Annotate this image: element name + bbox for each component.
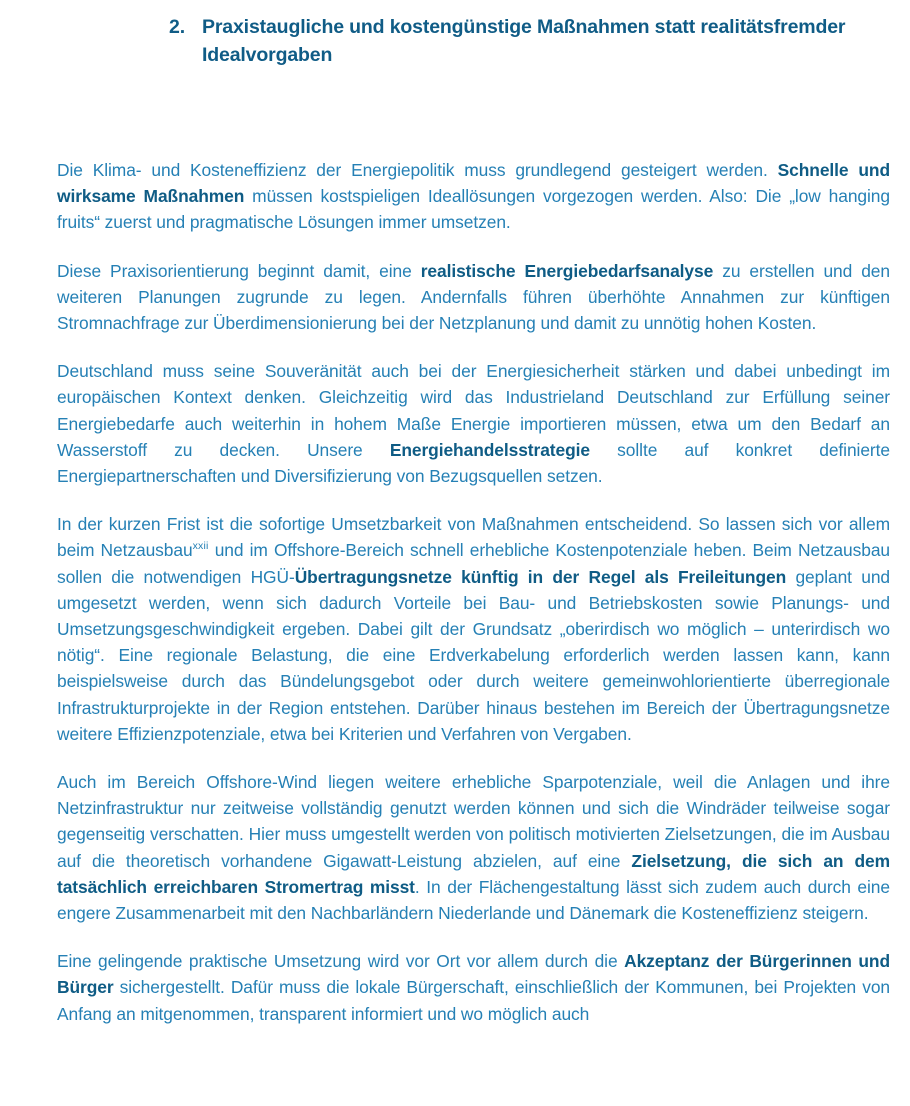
p2-bold-1: realistische Energiebedarfsanalyse xyxy=(420,260,714,281)
section-number: 2. xyxy=(169,16,186,38)
p5-text-2: . In der Flächengestaltung lässt sich zudem auch durch eine engere Zusammenarbeit mit den Nachbarländern Niederlande und Dänemark die Kosteneffizienz steigern. xyxy=(57,876,890,924)
p2-text-1: Diese Praxisorientierung beginnt damit, eine xyxy=(57,260,421,281)
paragraph-5 xyxy=(57,769,890,926)
p1-bold-1: Schnelle und wirksame Maßnahmen xyxy=(57,160,891,207)
p1-text-2: müssen kostspieligen Ideallösungen vorgezogen werden. Also: Die „low hanging fruits“ zuerst und pragmatische Lösungen immer umsetzen. xyxy=(57,186,890,233)
p1-text-1: Die Klima- und Kosteneffizienz der Energiepolitik muss grundlegend gesteigert werden. xyxy=(57,160,778,180)
p2-text-2: zu erstellen und den weiteren Planungen zugrunde zu legen. Andernfalls führen überhöhte Annahmen zur künftigen Stromnachfrage zur Überdimensionierung bei der Netzplanung und damit zu unnötig hohen Kosten. xyxy=(57,260,890,334)
p3-text-1: Deutschland muss seine Souveränität auch bei der Energiesicherheit stärken und dabei unbedingt im europäischen Kontext denken. Gleichzeitig wird das Industrieland Deutschland zur Erfüllung seiner Energiebedarfe auch weiterhin in hohem Maße Energie importieren müssen, etwa um den Bedarf an Wasserstoff zu decken. Unsere xyxy=(57,361,890,460)
p5-text-1: Auch im Bereich Offshore-Wind liegen weitere erhebliche Sparpotenziale, weil die Anlagen und ihre Netzinfrastruktur nur zeitweise vollständig genutzt werden können und sich die Windräder teilweise sogar gegenseitig verschatten. Hier muss umgestellt werden von politisch motivierten Zielsetzungen, die im Ausbau auf die theoretisch vorhandene Gigawatt-Leistung abzielen, auf eine xyxy=(57,772,890,871)
section-title: Praxistaugliche und kostengünstige Maßnahmen statt realitätsfremder Idealvorgaben xyxy=(202,16,846,66)
p3-bold-1: Energiehandelsstrategie xyxy=(389,439,590,460)
paragraph-2 xyxy=(57,258,890,337)
p4-text-2: und im Offshore-Bereich schnell erhebliche Kostenpotenziale heben. Beim Netzausbau sollen die notwendigen HGÜ- xyxy=(57,540,891,587)
heading-body-spacer xyxy=(57,69,890,157)
paragraph-4 xyxy=(57,511,890,747)
p6-text-2: sichergestellt. Dafür muss die lokale Bürgerschaft, einschließlich der Kommunen, bei Projekten von Anfang an mitgenommen, transparent informiert und wo möglich auch xyxy=(57,977,890,1024)
paragraph-3 xyxy=(57,358,890,489)
p4-text-3: geplant und umgesetzt werden, wenn sich dadurch Vorteile bei Bau- und Betriebskosten sowie Planungs- und Umsetzungsgeschwindigkeit ergeben. Dabei gilt der Grundsatz „oberirdisch wo möglich – unterirdisch wo nötig“. Eine regionale Belastung, die eine Erdverkabelung erforderlich werden lassen kann, kann beispielsweise durch das Bündelungsgebot oder durch weitere gemeinwohlorientierte überregionale Infrastrukturprojekte in der Region entstehen. Darüber hinaus bestehen im Bereich der Übertragungsnetze weitere Effizienzpotenziale, etwa bei Kriterien und Verfahren von Vergaben. xyxy=(57,566,891,744)
footnote-marker-xxii[interactable]: xxii xyxy=(192,540,209,553)
body-text-area xyxy=(0,69,910,1027)
paragraph-1 xyxy=(57,157,890,236)
p6-text-1: Eine gelingende praktische Umsetzung wird vor Ort vor allem durch die xyxy=(57,951,625,972)
paragraph-6 xyxy=(57,948,890,1027)
p4-text-1: In der kurzen Frist ist die sofortige Umsetzbarkeit von Maßnahmen entscheidend. So lassen sich vor allem beim Netzausbau xyxy=(57,514,890,561)
p4-bold-1: Übertragungsnetze künftig in der Regel als Freileitungen xyxy=(294,566,787,587)
p6-bold-1: Akzeptanz der Bürgerinnen und Bürger xyxy=(57,951,891,998)
p5-bold-1: Zielsetzung, die sich an dem tatsächlich erreichbaren Stromertrag misst xyxy=(57,850,890,897)
section-heading xyxy=(0,0,910,69)
p3-text-2: sollte auf konkret definierte Energiepartnerschaften und Diversifizierung von Bezugsquellen setzen. xyxy=(57,439,890,487)
